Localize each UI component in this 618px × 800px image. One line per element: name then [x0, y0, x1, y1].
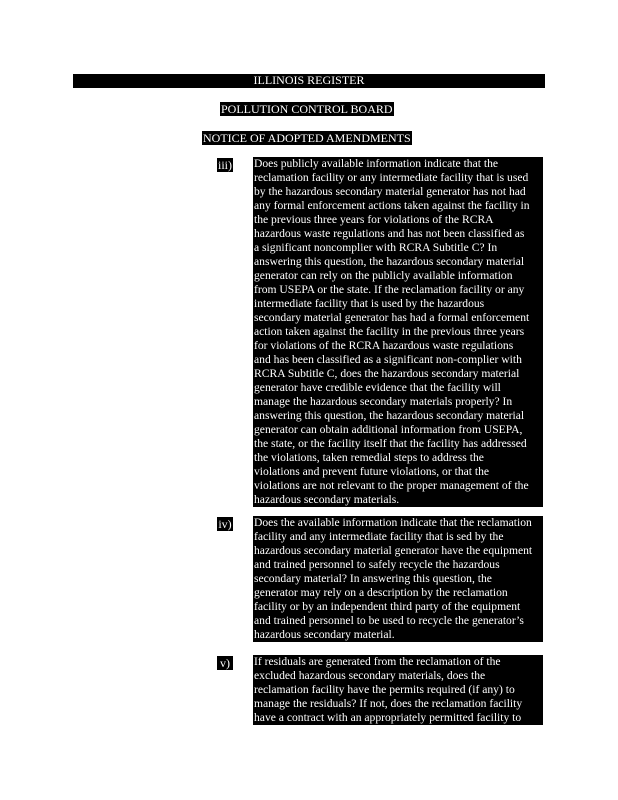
text-line: generator can rely on the publicly available information [254, 269, 513, 282]
text-line: reclamation facility or any intermediate facility that is used [254, 171, 529, 184]
text-line: Does publicly available information indicate that the [254, 157, 499, 170]
text-line: manage the residuals? If not, does the reclamation facility [254, 697, 523, 710]
item-number: v) [217, 656, 233, 670]
text-line: hazardous secondary material. [254, 628, 395, 641]
text-line: have a contract with an appropriately permitted facility to [254, 711, 522, 724]
text-line: secondary material generator has had a formal enforcement [254, 311, 530, 324]
register-header-bar [73, 74, 545, 88]
text-line: generator have credible evidence that the facility will [254, 381, 501, 394]
text-line: by the hazardous secondary material generator has not had [254, 185, 526, 198]
text-line: RCRA Subtitle C, does the hazardous secondary material [254, 367, 520, 380]
text-line: generator can obtain additional information from USEPA, [254, 423, 523, 436]
item-number: iv) [218, 517, 232, 531]
text-line: intermediate facility that is used by the hazardous [254, 297, 485, 310]
text-line: hazardous secondary material generator have the equipment [254, 544, 533, 557]
text-line: If residuals are generated from the reclamation of the [254, 655, 501, 668]
text-line: manage the hazardous secondary materials properly? In [254, 395, 513, 408]
text-line: the state, or the facility itself that the facility has addressed [254, 437, 527, 450]
text-line: facility or by an independent third party of the equipment [254, 600, 521, 613]
text-line: hazardous secondary materials. [254, 493, 400, 506]
text-line: a significant noncomplier with RCRA Subtitle C? In [254, 241, 498, 254]
text-line: the previous three years for violations of the RCRA [254, 213, 494, 226]
text-line: secondary material? In answering this question, the [254, 572, 492, 585]
text-line: violations are not relevant to the proper management of the [254, 479, 529, 492]
text-line: Does the available information indicate that the reclamation [254, 516, 532, 529]
item-text-block [253, 157, 543, 507]
board-title: POLLUTION CONTROL BOARD [221, 102, 393, 116]
item-text-block [253, 516, 543, 642]
text-line: facility and any intermediate facility that is sed by the [254, 530, 504, 543]
text-line: answering this question, the hazardous secondary material [254, 255, 525, 268]
text-line: action taken against the facility in the previous three years [254, 325, 525, 338]
text-line: reclamation facility have the permits required (if any) to [254, 683, 515, 696]
item-text-block [253, 655, 543, 725]
text-line: and trained personnel to be used to recycle the generator’s [254, 614, 524, 627]
text-line: and has been classified as a significant non-complier with [254, 353, 522, 366]
item-number: iii) [218, 158, 232, 172]
text-line: violations and prevent future violations, or that the [254, 465, 490, 478]
text-line: from USEPA or the state. If the reclamation facility or any [254, 283, 525, 296]
text-line: and trained personnel to safely recycle the hazardous [254, 558, 500, 571]
notice-title: NOTICE OF ADOPTED AMENDMENTS [203, 131, 411, 145]
text-line: any formal enforcement actions taken against the facility in [254, 199, 530, 212]
text-line: hazardous waste regulations and has not been classified as [254, 227, 525, 240]
text-line: for violations of the RCRA hazardous waste regulations [254, 339, 514, 352]
text-line: generator may rely on a description by the reclamation [254, 586, 508, 599]
text-line: excluded hazardous secondary materials, does the [254, 669, 486, 682]
text-line: answering this question, the hazardous secondary material [254, 409, 525, 422]
text-line: the violations, taken remedial steps to address the [254, 451, 484, 464]
register-title: ILLINOIS REGISTER [253, 73, 365, 87]
